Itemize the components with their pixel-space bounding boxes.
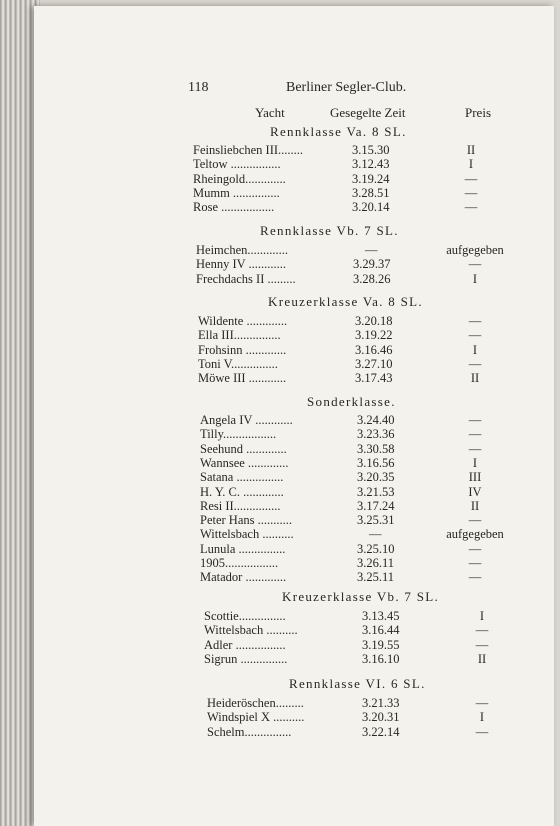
prize: —: [464, 185, 478, 200]
result-row: [193, 200, 513, 214]
yacht-name: Wittelsbach ..........: [200, 527, 294, 542]
section-title: Kreuzerklasse Vb. 7 SL.: [282, 589, 440, 604]
sailed-time: 3.17.24: [357, 498, 395, 513]
prize: I: [472, 271, 478, 286]
yacht-name: Wannsee .............: [200, 455, 289, 470]
prize: —: [475, 637, 489, 652]
yacht-name: Tilly.................: [200, 427, 277, 442]
prize: —: [475, 724, 489, 739]
result-row: [198, 357, 518, 371]
result-row: [198, 328, 518, 342]
result-row: [200, 499, 520, 513]
column-header-time: Gesegelte Zeit: [330, 105, 406, 120]
prize: —: [468, 427, 482, 442]
sailed-time: 3.21.33: [362, 696, 400, 710]
sailed-time: 3.30.58: [357, 441, 395, 456]
prize: —: [468, 356, 482, 371]
yacht-name: Seehund .............: [200, 441, 287, 456]
sailed-time: 3.24.40: [357, 413, 395, 427]
sailed-time: —: [365, 243, 378, 257]
sailed-time: 3.15.30: [352, 143, 390, 157]
sailed-time: 3.20.14: [352, 200, 390, 215]
sailed-time: 3.20.18: [355, 314, 393, 328]
sailed-time: 3.21.53: [357, 484, 395, 499]
yacht-name: Adler ................: [204, 637, 286, 652]
sailed-time: 3.25.11: [357, 570, 395, 585]
sailed-time: 3.19.22: [355, 328, 393, 343]
sailed-time: 3.26.11: [357, 556, 395, 570]
prize: —: [475, 623, 489, 638]
sailed-time: 3.13.45: [362, 609, 400, 623]
prize: —: [468, 413, 482, 427]
sailed-time: 3.16.46: [355, 342, 393, 357]
result-row: [207, 710, 527, 724]
sailed-time: 3.19.24: [352, 171, 390, 186]
yacht-name: Wittelsbach ..........: [204, 623, 298, 638]
yacht-name: Heideröschen.........: [207, 696, 304, 710]
result-row: [204, 609, 524, 623]
yacht-name: Henny IV ............: [196, 257, 287, 272]
result-row: [198, 371, 518, 385]
yacht-name: Lunula ...............: [200, 541, 286, 556]
result-row: [207, 696, 527, 710]
yacht-name: Rheingold.............: [193, 171, 286, 186]
yacht-name: Mumm ...............: [193, 185, 280, 200]
yacht-name: Frechdachs II .........: [196, 271, 296, 286]
prize: —: [464, 200, 478, 215]
sailed-time: 3.20.31: [362, 710, 400, 725]
prize: I: [479, 609, 485, 623]
result-row: [200, 570, 520, 584]
yacht-name: Möwe III ............: [198, 371, 287, 386]
sailed-time: 3.28.26: [353, 271, 391, 286]
result-row: [198, 343, 518, 357]
result-row: [200, 456, 520, 470]
running-title: Berliner Segler-Club.: [286, 80, 407, 95]
prize: —: [468, 570, 482, 585]
column-header-yacht: Yacht: [255, 105, 285, 120]
prize: III: [468, 470, 482, 485]
prize: —: [468, 556, 482, 570]
section-title: Sonderklasse.: [307, 394, 396, 409]
section-title: Rennklasse Vb. 7 SL.: [260, 223, 399, 238]
result-row: [200, 485, 520, 499]
sailed-time: 3.23.36: [357, 427, 395, 442]
yacht-name: Scottie...............: [204, 609, 286, 623]
result-row: [196, 272, 516, 286]
sailed-time: —: [369, 527, 382, 542]
sailed-time: 3.28.51: [352, 185, 390, 200]
prize: —: [468, 513, 482, 528]
yacht-name: Toni V...............: [198, 356, 278, 371]
result-row: [200, 542, 520, 556]
section-title: Rennklasse Va. 8 SL.: [270, 124, 407, 139]
result-row: [200, 556, 520, 570]
prize: II: [470, 498, 480, 513]
result-row: [196, 257, 516, 271]
sailed-time: 3.12.43: [352, 157, 390, 172]
prize: I: [468, 157, 474, 172]
yacht-name: H. Y. C. .............: [200, 484, 284, 499]
prize: I: [472, 342, 478, 357]
result-row: [204, 638, 524, 652]
section-title: Rennklasse VI. 6 SL.: [289, 676, 426, 691]
result-row: [200, 413, 520, 427]
sailed-time: 3.20.35: [357, 470, 395, 485]
result-row: [193, 186, 513, 200]
result-row: [200, 442, 520, 456]
result-row: [193, 143, 513, 157]
sailed-time: 3.25.31: [357, 513, 395, 528]
yacht-name: Feinsliebchen III........: [193, 143, 304, 157]
yacht-name: 1905.................: [200, 556, 279, 570]
yacht-name: Angela IV ............: [200, 413, 293, 427]
yacht-name: Frohsinn .............: [198, 342, 287, 357]
result-row: [200, 427, 520, 441]
result-row: [198, 314, 518, 328]
result-row: [200, 527, 520, 541]
result-row: [200, 470, 520, 484]
column-header-prize: Preis: [465, 105, 491, 120]
yacht-name: Teltow ................: [193, 157, 281, 172]
yacht-name: Satana ...............: [200, 470, 284, 485]
yacht-name: Windspiel X ..........: [207, 710, 305, 725]
prize: I: [479, 710, 485, 725]
prize: II: [477, 651, 487, 666]
prize: II: [466, 143, 476, 157]
prize: —: [468, 314, 482, 328]
result-row: [207, 725, 527, 739]
sailed-time: 3.22.14: [362, 724, 400, 739]
yacht-name: Peter Hans ...........: [200, 513, 292, 528]
yacht-name: Resi II...............: [200, 498, 281, 513]
prize: aufgegeben: [446, 243, 504, 257]
prize: —: [468, 257, 482, 272]
sailed-time: 3.29.37: [353, 257, 391, 272]
prize: —: [475, 696, 489, 710]
yacht-name: Wildente .............: [198, 314, 288, 328]
prize: —: [464, 171, 478, 186]
page-number: 118: [188, 80, 209, 95]
result-row: [196, 243, 516, 257]
prize: IV: [468, 484, 482, 499]
prize: —: [468, 541, 482, 556]
yacht-name: Schelm...............: [207, 724, 292, 739]
section-title: Kreuzerklasse Va. 8 SL.: [268, 294, 423, 309]
yacht-name: Sigrun ...............: [204, 651, 288, 666]
result-row: [193, 157, 513, 171]
yacht-name: Matador .............: [200, 570, 287, 585]
yacht-name: Rose .................: [193, 200, 275, 215]
prize: aufgegeben: [446, 527, 504, 542]
yacht-name: Ella III...............: [198, 328, 281, 343]
sailed-time: 3.16.44: [362, 623, 400, 638]
prize: —: [468, 441, 482, 456]
sailed-time: 3.16.10: [362, 651, 400, 666]
result-row: [193, 172, 513, 186]
sailed-time: 3.17.43: [355, 371, 393, 386]
yacht-name: Heimchen.............: [196, 243, 288, 257]
sailed-time: 3.19.55: [362, 637, 400, 652]
result-row: [204, 652, 524, 666]
sailed-time: 3.25.10: [357, 541, 395, 556]
prize: I: [472, 455, 478, 470]
sailed-time: 3.16.56: [357, 455, 395, 470]
result-row: [200, 513, 520, 527]
prize: II: [470, 371, 480, 386]
prize: —: [468, 328, 482, 343]
sailed-time: 3.27.10: [355, 356, 393, 371]
result-row: [204, 623, 524, 637]
